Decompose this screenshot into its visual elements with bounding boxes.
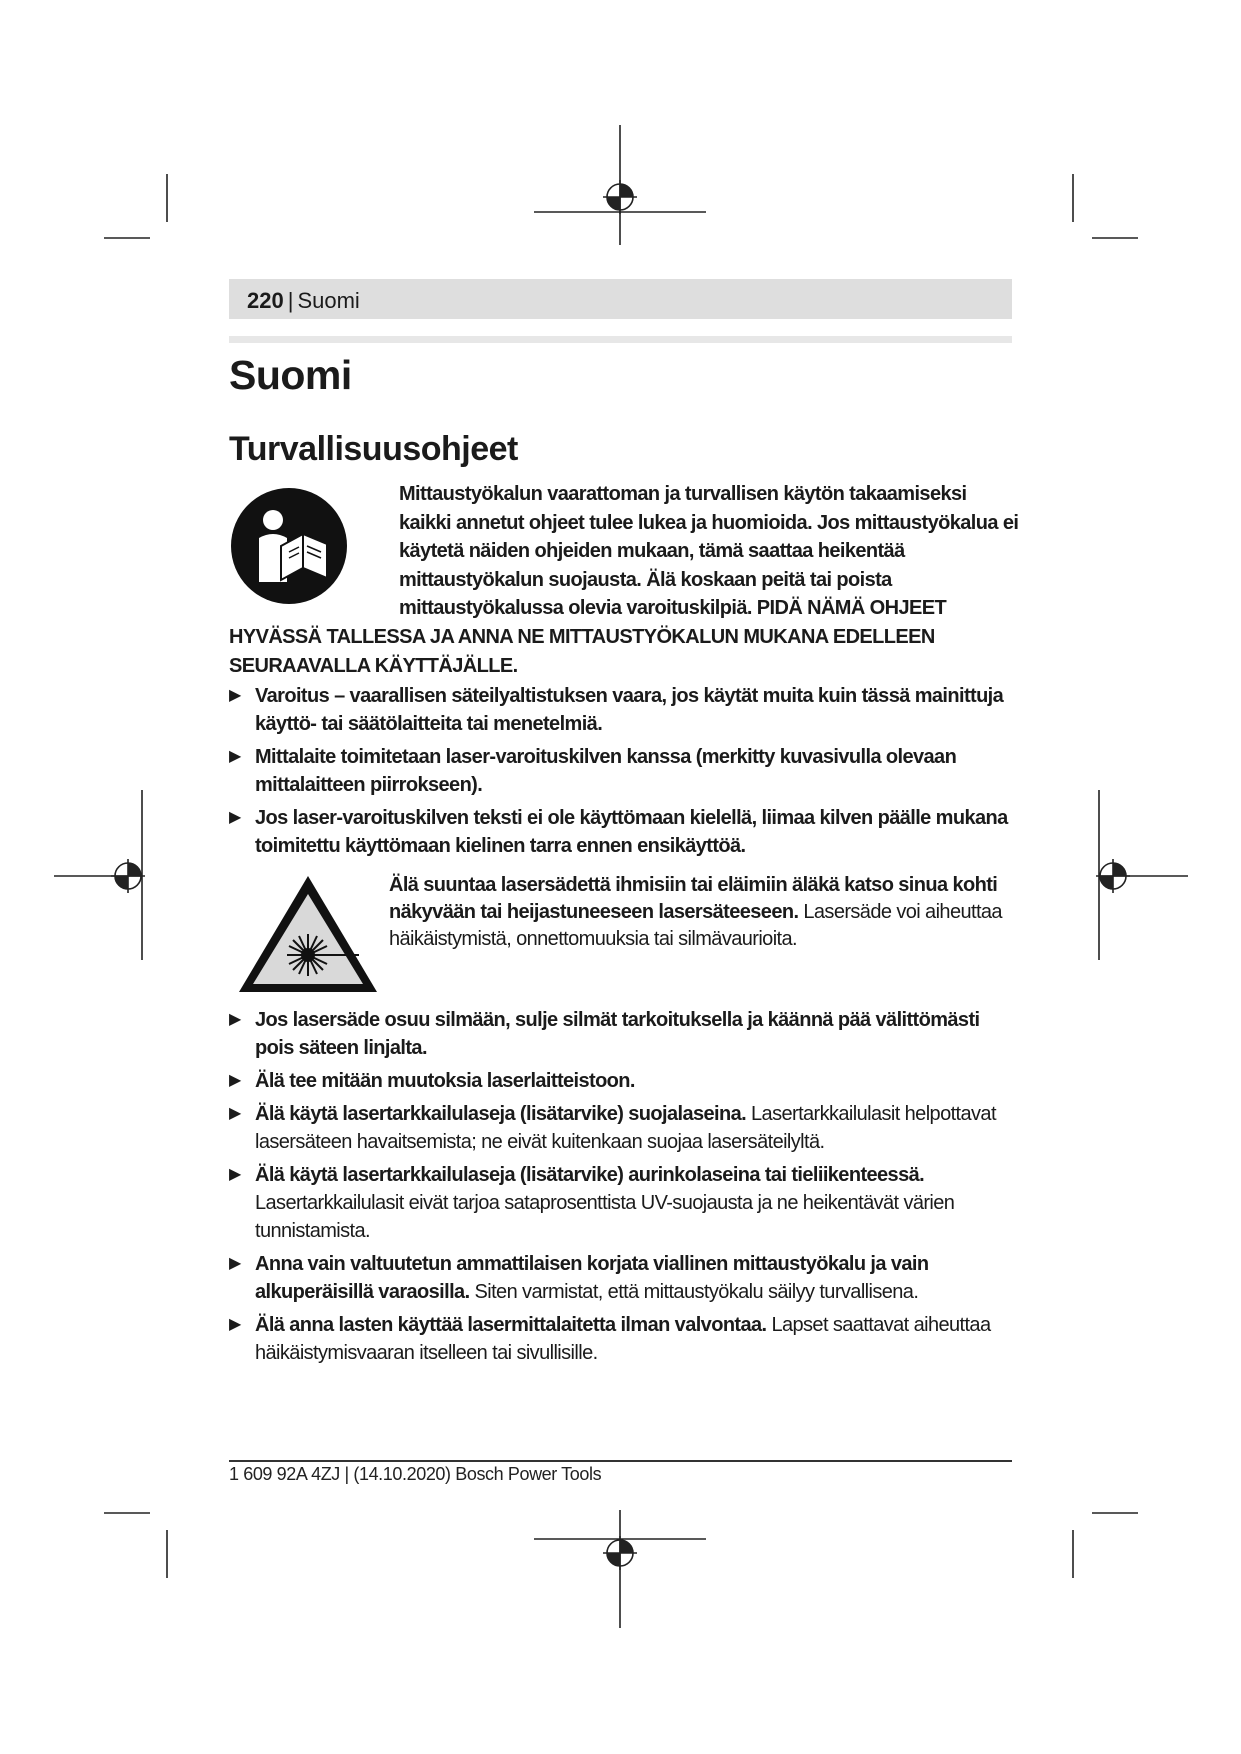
read-manual-icon — [229, 480, 399, 616]
list-item: ▶ Älä tee mitään muutoksia laserlaitteistoon. — [229, 1067, 1019, 1095]
laser-warning — [229, 872, 1029, 1002]
section-title: Turvallisuusohjeet — [229, 430, 518, 468]
list-item: ▶ Jos laser-varoituskilven teksti ei ole käyttömaan kielellä, liimaa kilven päälle mukana toimitettu käyttömaan kielinen tarra ennen ensikäyttöä. — [229, 804, 1019, 860]
page-number: 220 — [247, 288, 284, 313]
header-separator: | — [287, 288, 294, 313]
list-item: ▶ Jos lasersäde osuu silmään, sulje silmät tarkoituksella ja käännä pää välittömästi pois säteen linjalta. — [229, 1006, 1019, 1062]
list-item: ▶ Varoitus – vaarallisen säteilyaltistuksen vaara, jos käytät muita kuin tässä mainittuja käyttö- tai säätölaitteita tai menetelmiä. — [229, 682, 1019, 738]
safety-intro — [229, 480, 1019, 680]
page-footer: 1 609 92A 4ZJ | (14.10.2020) Bosch Power Tools — [229, 1464, 602, 1484]
header-text — [247, 288, 360, 314]
bullet-arrow-icon: ▶ — [229, 687, 241, 704]
bullet-arrow-icon: ▶ — [229, 1011, 241, 1028]
laser-warning-icon — [235, 872, 381, 1004]
footer-rule — [229, 1460, 1012, 1462]
safety-list-a — [229, 682, 1019, 865]
list-item: ▶ Älä anna lasten käyttää lasermittalaitetta ilman valvontaa. Lapset saattavat aiheuttaa häikäistymisvaaran itselleen tai sivullisille. — [229, 1311, 1019, 1367]
bullet-arrow-icon: ▶ — [229, 1072, 241, 1089]
page-header — [229, 279, 1012, 319]
bullet-arrow-icon: ▶ — [229, 1316, 241, 1333]
header-rule — [229, 336, 1012, 343]
bullet-arrow-icon: ▶ — [229, 748, 241, 765]
header-section: Suomi — [297, 288, 360, 313]
list-item: ▶ Älä käytä lasertarkkailulaseja (lisätarvike) suojalaseina. Lasertarkkailulasit helpottavat lasersäteen havaitsemista; ne eivät kuitenkaan suojaa lasersäteilyltä. — [229, 1100, 1019, 1156]
page-title: Suomi — [229, 352, 352, 398]
list-item: ▶ Mittalaite toimitetaan laser-varoituskilven kanssa (merkitty kuvasivulla olevaan mittalaitteen piirrokseen). — [229, 743, 1019, 799]
intro-text: Mittaustyökalun vaarattoman ja turvallisen käytön takaamiseksi kaikki annetut ohjeet tulee lukea ja huomioida. Jos mittaustyökalua ei käytetä näiden ohjeiden mukaan, tämä saattaa heikentää mittaustyökalun suojausta. Älä koskaan peitä tai poista mittaustyökalussa olevia varoituskilpiä. PIDÄ NÄMÄ OHJEET HYVÄSSÄ TALLESSA JA ANNA NE MITTAUSTYÖKALUN MUKANA EDELLEEN SEURAAVALLA KÄYTTÄJÄLLE. — [229, 483, 1019, 677]
bullet-arrow-icon: ▶ — [229, 1166, 241, 1183]
laser-warning-text: Älä suuntaa lasersädettä ihmisiin tai eläimiin äläkä katso sinua kohti näkyvään tai heijastuneeseen lasersäteeseen. Lasersäde voi aiheuttaa häikäistymistä, onnettomuuksia tai silmävaurioita. — [389, 874, 1002, 950]
bullet-arrow-icon: ▶ — [229, 1105, 241, 1122]
list-item: ▶ Anna vain valtuutetun ammattilaisen korjata viallinen mittaustyökalu ja vain alkuperäisillä varaosilla. Siten varmistat, että mittaustyökalu säilyy turvallisena. — [229, 1250, 1019, 1306]
bullet-arrow-icon: ▶ — [229, 809, 241, 826]
bullet-arrow-icon: ▶ — [229, 1255, 241, 1272]
safety-list-b — [229, 1006, 1019, 1372]
list-item: ▶ Älä käytä lasertarkkailulaseja (lisätarvike) aurinkolaseina tai tieliikenteessä. Lasertarkkailulasit eivät tarjoa sataprosenttista UV-suojausta ja ne heikentävät värien tunnistamista. — [229, 1161, 1019, 1245]
